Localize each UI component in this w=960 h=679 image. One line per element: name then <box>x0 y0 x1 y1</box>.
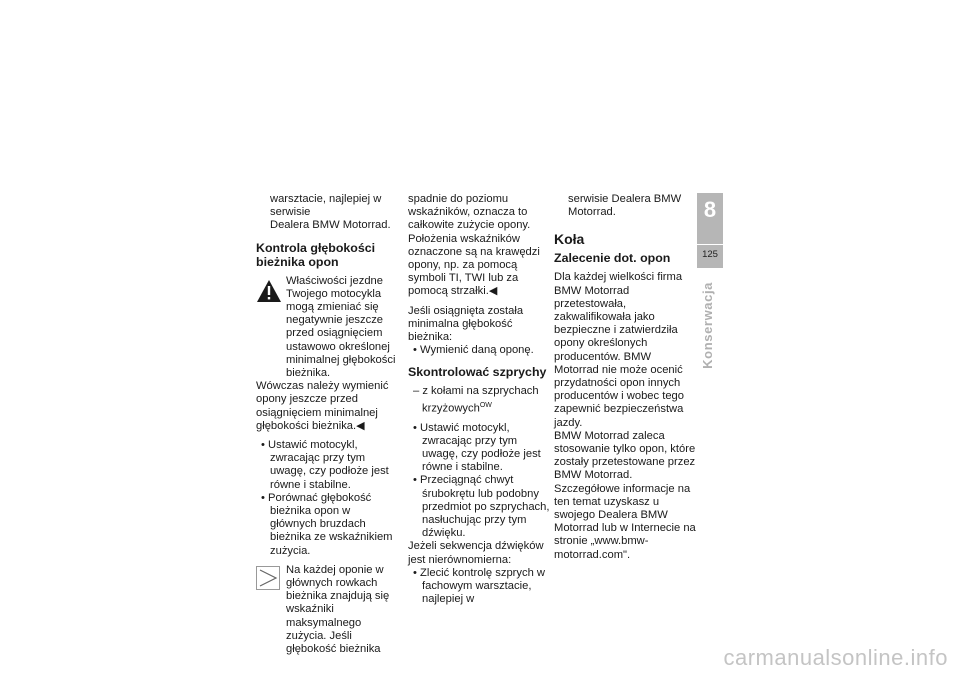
column-2 <box>408 193 550 606</box>
continuation-text: serwisie Dealera BMW Motorrad. <box>568 193 682 219</box>
chapter-number: 8 <box>703 197 717 222</box>
note-block <box>256 564 398 656</box>
paragraph-approved-tyres: Dla każdej wielkości firma BMW Motorrad przetestowała, zakwalifikowała jako bezpieczne i zatwierdziła opony określonych producentów. BMW Motorrad nie może ocenić przydatności opon innych producentów i wobec tego zapewnić bezpieczeństwa jazdy. <box>554 271 684 429</box>
column-3 <box>554 193 696 562</box>
paragraph-replace-early: Wówczas należy wymienić opony jeszcze przed osiągnięciem minimalnej głębokości bieżnika.◀ <box>256 380 389 432</box>
warning-text: Właściwości jezdne Twojego motocykla mogą zmieniać się negatywnie jeszcze przed osiągnięciem ustawowo określonej minimalnej głębokości bieżnika. <box>286 274 396 380</box>
divider <box>697 244 723 245</box>
note-icon <box>256 566 280 590</box>
chapter-title: Konserwacja <box>700 282 715 369</box>
continuation-text: spadnie do poziomu wskaźników, oznacza to całkowite zużycie opony. Położenia wskaźników oznaczone są na krawędzi opony, np. za pomocą symboli TI, TWI lub za pomocą strzałki.◀ <box>408 193 540 298</box>
warning-block <box>256 275 398 381</box>
paragraph-details: Szczegółowe informacje na ten temat uzyskasz u swojego Dealera BMW Motorrad lub w Internecie na stronie „www.bmw-motorrad.com". <box>554 482 696 561</box>
bullet-item: • Ustawić motocykl, zwracając przy tym uwagę, czy podłoże jest równe i stabilne. <box>413 421 541 474</box>
heading-tread-depth: Kontrola głębokości bieżnika opon <box>256 240 376 269</box>
subheading-tyre-recommendation: Zalecenie dot. opon <box>554 251 671 266</box>
heading-wheels: Koła <box>554 231 585 248</box>
option-sup: OW <box>479 401 492 409</box>
intro-line-1: warsztacie, najlepiej w serwisie <box>270 193 382 219</box>
watermark: carmanualsonline.info <box>723 645 948 670</box>
bullet-item: • Ustawić motocykl, zwracając przy tym uwagę, czy podłoże jest równe i stabilne. <box>261 439 389 491</box>
bullet-item: • Porównać głębokość bieżnika opon w głównych bruzdach bieżnika ze wskaźnikiem zużycia. <box>261 491 393 557</box>
bullet-item: • Zlecić kontrolę szprych w fachowym warsztacie, najlepiej w <box>413 566 545 606</box>
column-1 <box>256 193 398 656</box>
warning-triangle-icon <box>256 279 282 303</box>
min-depth-text: Jeśli osiągnięta została minimalna głębokość bieżnika: <box>408 304 524 344</box>
bullet-item: • Wymienić daną oponę. <box>413 344 534 357</box>
bullet-item: • Przeciągnąć chwyt śrubokrętu lub podobny przedmiot po szprychach, nasłuchując przy tym dźwięku. <box>413 474 550 540</box>
note-text: Na każdej oponie w głównych rowkach bieżnika znajdują się wskaźniki maksymalnego zużycia. Jeśli głębokość bieżnika <box>286 563 390 656</box>
heading-spokes: Skontrolować szprychy <box>408 365 547 380</box>
irregular-text: Jeżeli sekwencja dźwięków jest nierównomierna: <box>408 540 544 566</box>
page-number: 125 <box>702 249 718 260</box>
intro-line-2: Dealera BMW Motorrad. <box>270 219 391 232</box>
chapter-tab <box>697 193 723 268</box>
paragraph-recommendation: BMW Motorrad zaleca stosowanie tylko opon, które zostały przetestowane przez BMW Motorrad. <box>554 429 696 482</box>
dash-item: – z kołami na szprychach krzyżowych$^{OW}$ <box>413 385 539 415</box>
